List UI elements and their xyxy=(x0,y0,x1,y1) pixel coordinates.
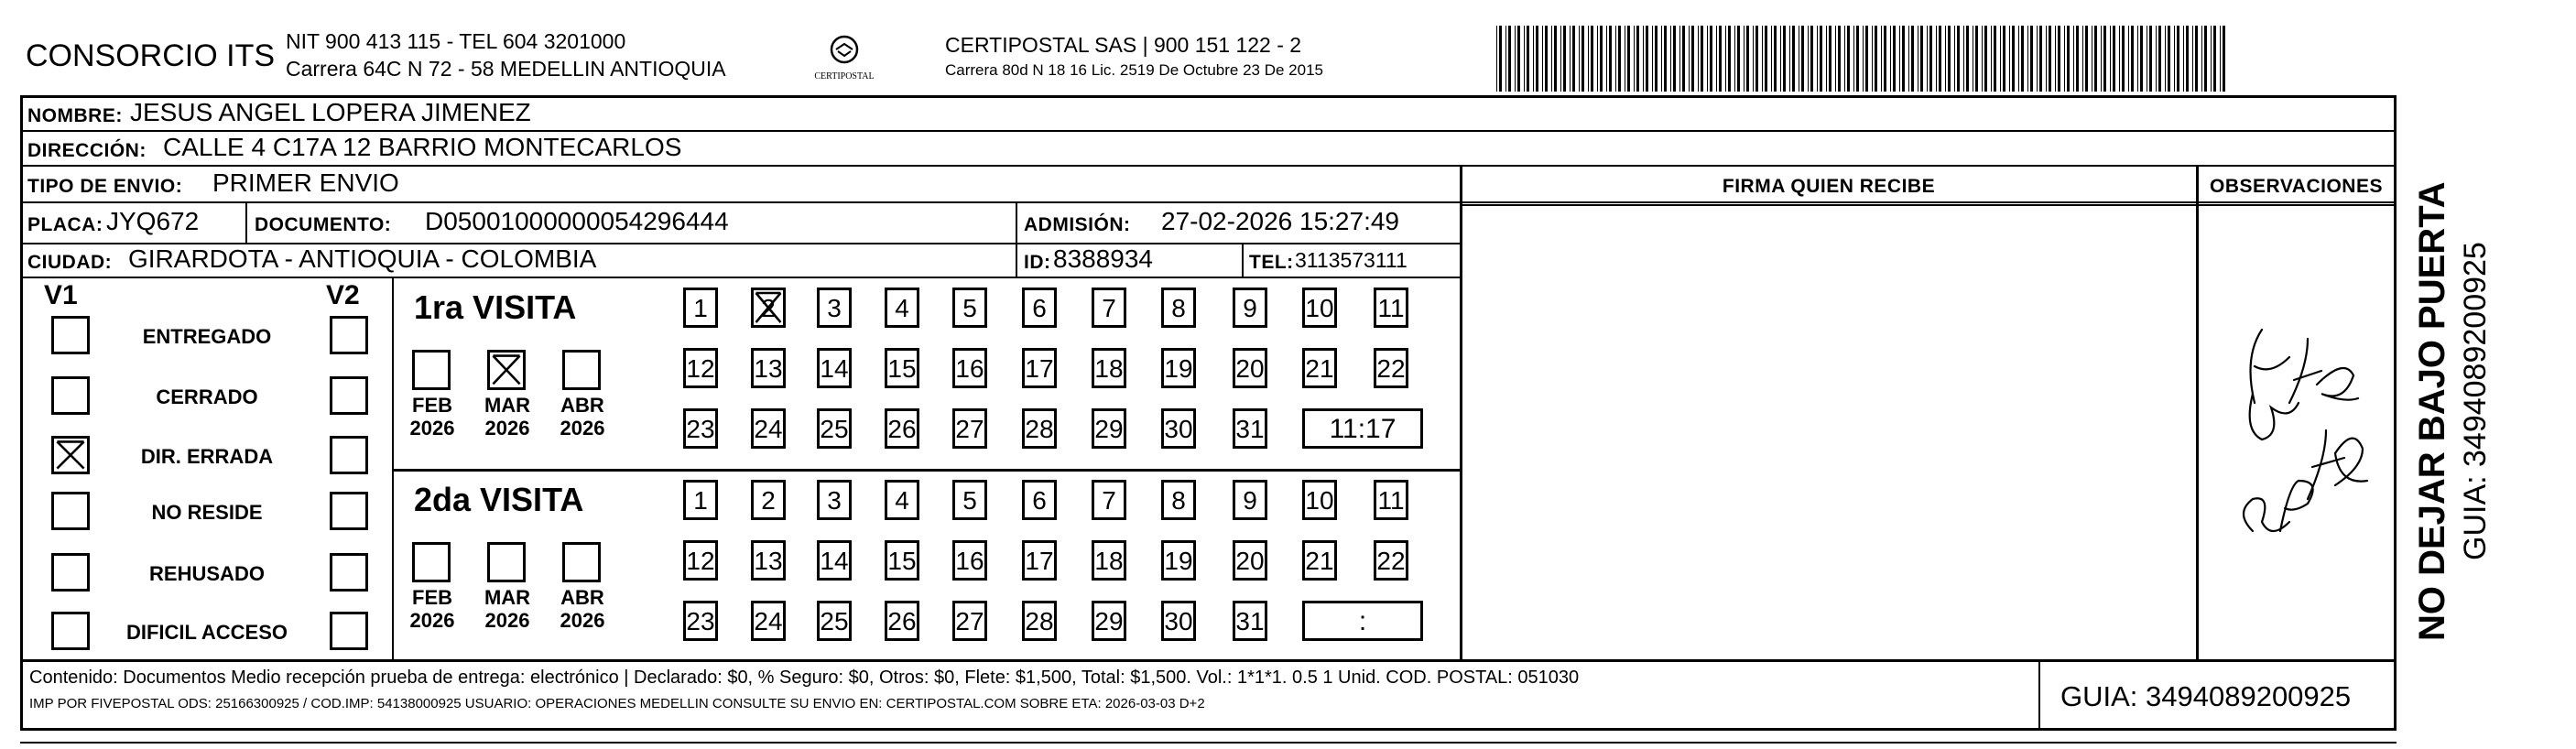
month-checkbox[interactable] xyxy=(412,350,451,390)
day-box[interactable]: 29 xyxy=(1092,601,1126,641)
company-address: Carrera 64C N 72 - 58 MEDELLIN ANTIOQUIA xyxy=(286,57,726,81)
v1-checkbox[interactable] xyxy=(51,316,90,354)
day-box[interactable]: 26 xyxy=(885,408,919,449)
day-box[interactable]: 20 xyxy=(1233,348,1267,388)
day-box[interactable]: 27 xyxy=(952,601,987,641)
month-year: 2026 xyxy=(409,609,455,632)
firma-header: FIRMA QUIEN RECIBE xyxy=(1722,176,1936,197)
company-nit: NIT 900 413 115 - TEL 604 3201000 xyxy=(286,29,626,53)
nombre-label: NOMBRE: xyxy=(27,105,123,126)
day-box[interactable]: 26 xyxy=(885,601,919,641)
day-box[interactable]: 28 xyxy=(1022,408,1057,449)
guia-footer: GUIA: 3494089200925 xyxy=(2060,680,2352,712)
v2-label: V2 xyxy=(326,280,360,310)
day-box[interactable]: 24 xyxy=(751,601,786,641)
day-box[interactable]: 1 xyxy=(683,480,718,520)
month-year: 2026 xyxy=(484,417,530,440)
day-box[interactable]: 23 xyxy=(683,601,718,641)
day-box[interactable]: 5 xyxy=(952,480,987,520)
day-box[interactable]: 27 xyxy=(952,408,987,449)
status-label: DIR. ERRADA xyxy=(140,445,274,468)
documento-value: D05001000000054296444 xyxy=(425,207,729,235)
day-box[interactable]: 19 xyxy=(1161,540,1196,581)
day-box[interactable]: 25 xyxy=(817,601,852,641)
tel-label: TEL: xyxy=(1249,252,1294,273)
day-box[interactable]: 15 xyxy=(885,348,919,388)
id-value: 8388934 xyxy=(1053,244,1154,273)
direccion-value: CALLE 4 C17A 12 BARRIO MONTECARLOS xyxy=(163,133,682,161)
day-box[interactable]: 12 xyxy=(683,540,718,581)
guia-vertical: GUIA: 3494089200925 xyxy=(2458,242,2493,560)
time-box[interactable]: : xyxy=(1302,601,1423,641)
contenido-text: Contenido: Documentos Medio recepción prueba de entrega: electrónico | Declarado: $0, % Seguro: $0, Otros: $0, Flete: $1,500, Total: $1,500. Vol.: 1*1*1. 0.5 1 Unid. COD. POSTAL: 051030 xyxy=(29,668,1580,688)
day-box[interactable]: 12 xyxy=(683,348,718,388)
month-year: 2026 xyxy=(560,417,605,440)
day-box[interactable]: 13 xyxy=(751,348,786,388)
time-box[interactable]: 11:17 xyxy=(1302,408,1423,449)
v2-checkbox[interactable] xyxy=(330,316,368,354)
v1-checkbox[interactable] xyxy=(51,553,90,592)
nombre-value: JESUS ANGEL LOPERA JIMENEZ xyxy=(130,98,531,126)
visit-title: 1ra VISITA xyxy=(414,288,577,326)
day-box[interactable]: 15 xyxy=(885,540,919,581)
svg-text:CERTIPOSTAL: CERTIPOSTAL xyxy=(814,71,875,81)
documento-label: DOCUMENTO: xyxy=(255,214,392,235)
day-box[interactable]: 10 xyxy=(1302,480,1337,520)
observaciones-header: OBSERVACIONES xyxy=(2210,176,2383,197)
courier-name: CERTIPOSTAL SAS | 900 151 122 - 2 xyxy=(945,33,1302,57)
day-box[interactable]: 17 xyxy=(1022,348,1057,388)
day-box[interactable]: 3 xyxy=(817,480,852,520)
day-box[interactable]: 25 xyxy=(817,408,852,449)
id-label: ID: xyxy=(1024,252,1051,273)
tipo-envio-label: TIPO DE ENVIO: xyxy=(27,176,183,197)
day-box[interactable]: 16 xyxy=(952,348,987,388)
day-box[interactable]: 10 xyxy=(1302,288,1337,328)
ciudad-value: GIRARDOTA - ANTIOQUIA - COLOMBIA xyxy=(128,244,597,273)
v2-checkbox[interactable] xyxy=(330,553,368,592)
month-name: FEB xyxy=(412,586,452,609)
day-box[interactable]: 6 xyxy=(1022,288,1057,328)
day-box[interactable]: 9 xyxy=(1233,480,1267,520)
month-name: MAR xyxy=(484,586,531,609)
admision-value: 27-02-2026 15:27:49 xyxy=(1161,207,1399,235)
day-box[interactable]: 11 xyxy=(1374,288,1408,328)
v1-checkbox[interactable] xyxy=(51,436,90,474)
day-box[interactable]: 24 xyxy=(751,408,786,449)
visit-title: 2da VISITA xyxy=(414,481,584,518)
month-checkbox[interactable] xyxy=(412,542,451,582)
day-box[interactable]: 11 xyxy=(1374,480,1408,520)
day-box[interactable]: 30 xyxy=(1161,601,1196,641)
month-year: 2026 xyxy=(484,609,530,632)
month-name: ABR xyxy=(560,586,604,609)
day-box[interactable]: 31 xyxy=(1233,408,1267,449)
v2-checkbox[interactable] xyxy=(330,492,368,530)
day-box[interactable]: 31 xyxy=(1233,601,1267,641)
courier-address: Carrera 80d N 18 16 Lic. 2519 De Octubre 23 De 2015 xyxy=(945,61,1323,79)
tipo-envio-value: PRIMER ENVIO xyxy=(212,168,399,197)
day-box[interactable]: 2 xyxy=(751,288,786,328)
company-name: CONSORCIO ITS xyxy=(26,38,276,73)
month-name: ABR xyxy=(560,394,604,417)
v1-checkbox[interactable] xyxy=(51,612,90,650)
day-box[interactable]: 4 xyxy=(885,480,919,520)
day-box[interactable]: 22 xyxy=(1374,348,1408,388)
handwritten-note xyxy=(2207,302,2381,604)
day-box[interactable]: 22 xyxy=(1374,540,1408,581)
v2-checkbox[interactable] xyxy=(330,612,368,650)
v1-checkbox[interactable] xyxy=(51,376,90,415)
day-box[interactable]: 5 xyxy=(952,288,987,328)
day-box[interactable]: 8 xyxy=(1161,288,1196,328)
day-box[interactable]: 14 xyxy=(817,348,852,388)
day-box[interactable]: 1 xyxy=(683,288,718,328)
direccion-label: DIRECCIÓN: xyxy=(27,140,147,161)
placa-label: PLACA: xyxy=(27,214,103,235)
day-box[interactable]: 20 xyxy=(1233,540,1267,581)
day-box[interactable]: 29 xyxy=(1092,408,1126,449)
day-box[interactable]: 2 xyxy=(751,480,786,520)
month-name: FEB xyxy=(412,394,452,417)
day-box[interactable]: 17 xyxy=(1022,540,1057,581)
tel-value: 3113573111 xyxy=(1295,248,1408,272)
v2-checkbox[interactable] xyxy=(330,436,368,474)
day-box[interactable]: 8 xyxy=(1161,480,1196,520)
admision-label: ADMISIÓN: xyxy=(1024,214,1131,235)
month-year: 2026 xyxy=(560,609,605,632)
barcode xyxy=(1496,26,2229,92)
day-box[interactable]: 7 xyxy=(1092,288,1126,328)
day-box[interactable]: 9 xyxy=(1233,288,1267,328)
day-box[interactable]: 21 xyxy=(1302,540,1337,581)
day-box[interactable]: 23 xyxy=(683,408,718,449)
day-box[interactable]: 16 xyxy=(952,540,987,581)
v1-checkbox[interactable] xyxy=(51,492,90,530)
day-box[interactable]: 3 xyxy=(817,288,852,328)
certipostal-logo xyxy=(806,33,883,86)
month-checkbox[interactable] xyxy=(487,542,526,582)
month-checkbox[interactable] xyxy=(562,350,601,390)
v1-label: V1 xyxy=(44,280,78,310)
day-box[interactable]: 19 xyxy=(1161,348,1196,388)
status-label: CERRADO xyxy=(156,385,258,408)
status-label: REHUSADO xyxy=(149,562,265,585)
day-box[interactable]: 4 xyxy=(885,288,919,328)
status-label: DIFICIL ACCESO xyxy=(125,621,288,644)
day-box[interactable]: 6 xyxy=(1022,480,1057,520)
ciudad-label: CIUDAD: xyxy=(27,252,113,273)
month-name: MAR xyxy=(484,394,531,417)
day-box[interactable]: 13 xyxy=(751,540,786,581)
imp-text: IMP POR FIVEPOSTAL ODS: 25166300925 / COD.IMP: 54138000925 USUARIO: OPERACIONES MEDELLIN CONSULTE SU ENVIO EN: CERTIPOSTAL.COM SOBRE ETA: 2026-03-03 D+2 xyxy=(29,696,1205,711)
month-checkbox[interactable] xyxy=(487,350,526,390)
day-box[interactable]: 18 xyxy=(1092,540,1126,581)
day-box[interactable]: 18 xyxy=(1092,348,1126,388)
v2-checkbox[interactable] xyxy=(330,376,368,415)
day-box[interactable]: 28 xyxy=(1022,601,1057,641)
day-box[interactable]: 14 xyxy=(817,540,852,581)
day-box[interactable]: 7 xyxy=(1092,480,1126,520)
month-year: 2026 xyxy=(409,417,455,440)
day-box[interactable]: 21 xyxy=(1302,348,1337,388)
status-label: NO RESIDE xyxy=(151,501,263,524)
month-checkbox[interactable] xyxy=(562,542,601,582)
status-label: ENTREGADO xyxy=(142,325,272,348)
placa-value: JYQ672 xyxy=(106,207,200,235)
day-box[interactable]: 30 xyxy=(1161,408,1196,449)
no-dejar-notice: NO DEJAR BAJO PUERTA xyxy=(2412,181,2452,641)
